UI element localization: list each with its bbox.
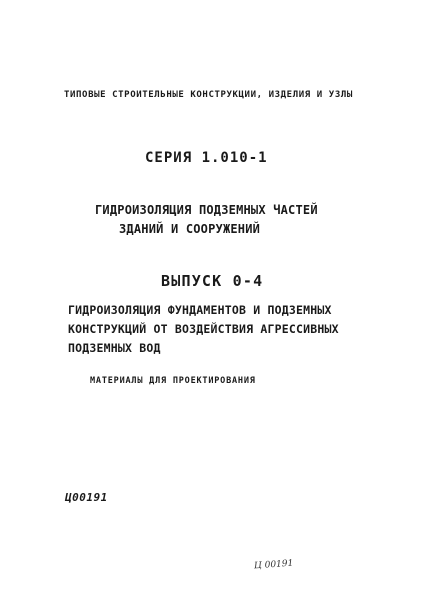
issue-subtitle-line-2: КОНСТРУКЦИЙ ОТ ВОЗДЕЙСТВИЯ АГРЕССИВНЫХ xyxy=(68,322,339,336)
materials-label: МАТЕРИАЛЫ ДЛЯ ПРОЕКТИРОВАНИЯ xyxy=(90,376,256,386)
document-title-line-2: ЗДАНИЙ И СООРУЖЕНИЙ xyxy=(119,222,261,236)
document-title-line-1: ГИДРОИЗОЛЯЦИЯ ПОДЗЕМНЫХ ЧАСТЕЙ xyxy=(95,203,318,217)
issue-subtitle-line-1: ГИДРОИЗОЛЯЦИЯ ФУНДАМЕНТОВ И ПОДЗЕМНЫХ xyxy=(68,303,332,317)
document-code: Ц00191 xyxy=(65,491,108,504)
issue-number: ВЫПУСК 0-4 xyxy=(161,272,264,290)
series-number: СЕРИЯ 1.010-1 xyxy=(145,150,268,166)
document-header: ТИПОВЫЕ СТРОИТЕЛЬНЫЕ КОНСТРУКЦИИ, ИЗДЕЛИЯ И УЗЛЫ xyxy=(64,90,353,100)
handwritten-code: Ц 00191 xyxy=(253,558,294,572)
issue-subtitle-line-3: ПОДЗЕМНЫХ ВОД xyxy=(68,341,161,355)
